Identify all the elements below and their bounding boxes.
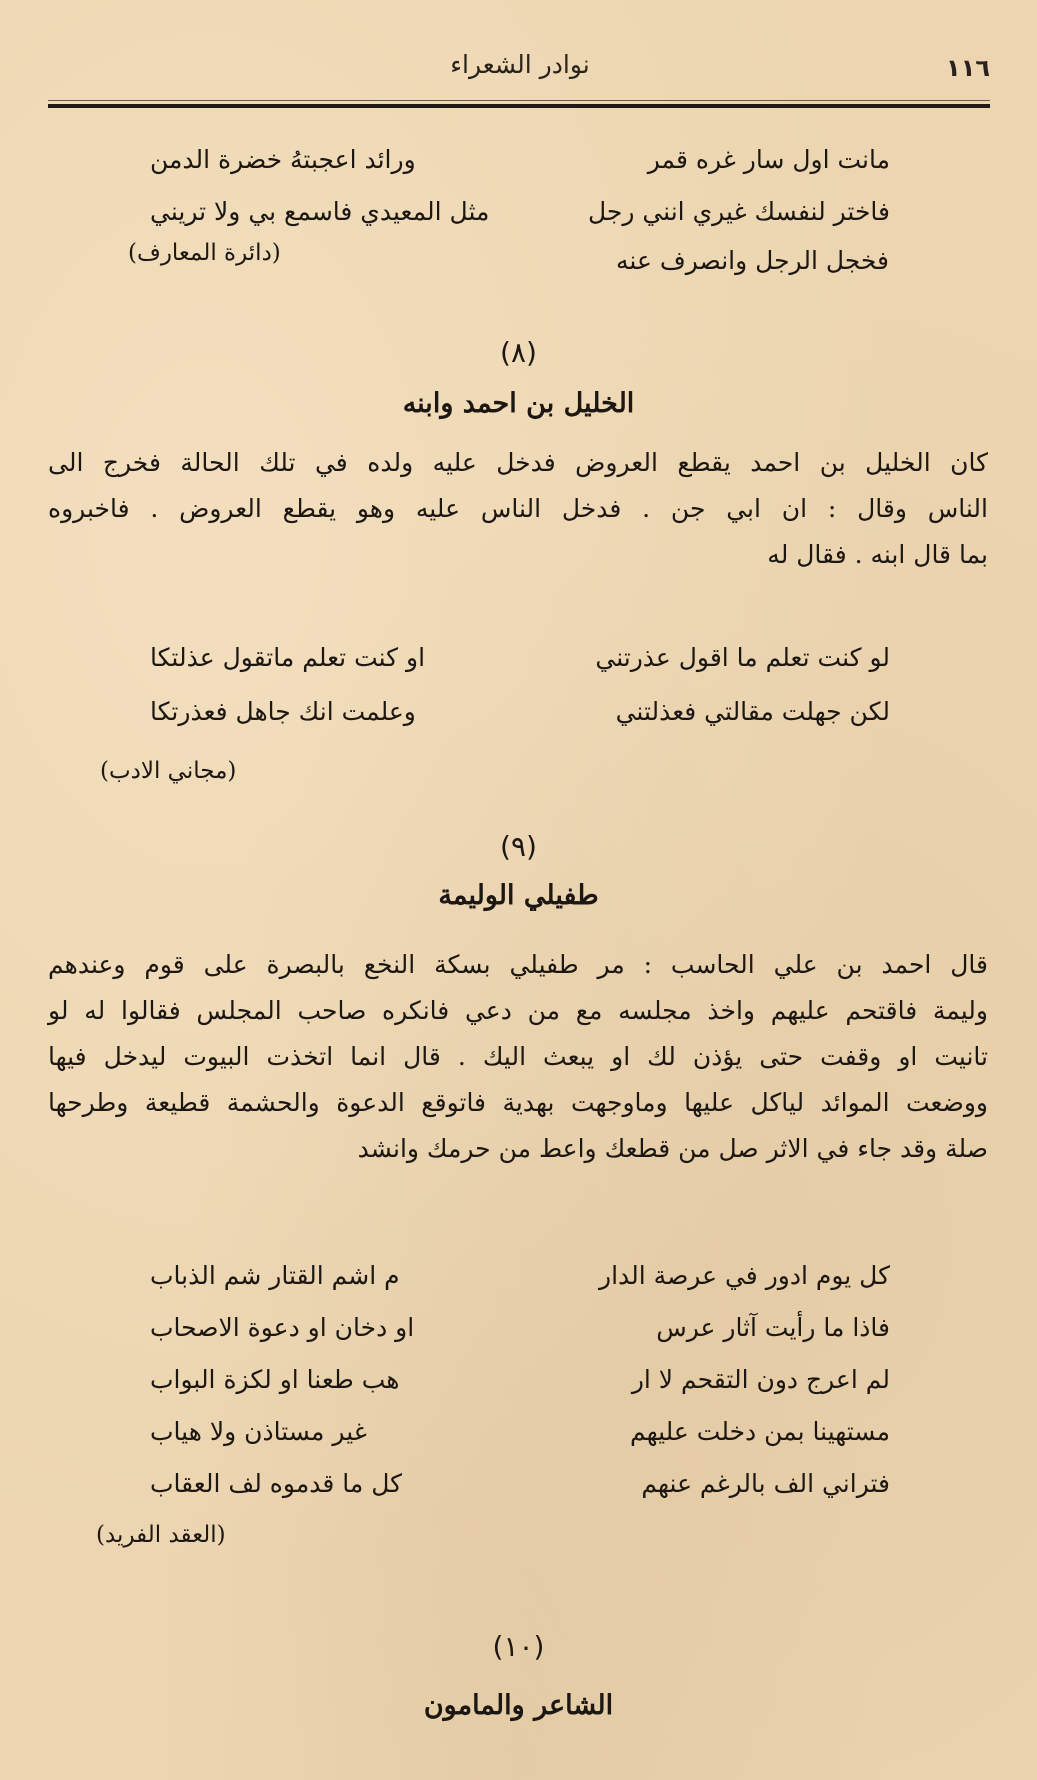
running-header bbox=[50, 50, 990, 90]
verse-hemistich: لو كنت تعلم ما اقول عذرتني bbox=[595, 643, 890, 672]
verse-line bbox=[150, 1412, 890, 1452]
prose-paragraph bbox=[48, 440, 988, 578]
verse-line bbox=[150, 1360, 890, 1400]
verse-line bbox=[150, 638, 890, 678]
verse-line bbox=[150, 192, 890, 232]
prose-paragraph bbox=[48, 942, 988, 1172]
verse-hemistich: م اشم القتار شم الذباب bbox=[150, 1261, 400, 1290]
verse-line bbox=[150, 140, 890, 180]
section-number: (٩) bbox=[500, 830, 537, 863]
section-title: الشاعر والمامون bbox=[423, 1690, 614, 1721]
verse-hemistich: لكن جهلت مقالتي فعذلتني bbox=[615, 697, 890, 726]
verse-hemistich: وعلمت انك جاهل فعذرتكا bbox=[150, 697, 416, 726]
prose-line: كان الخليل بن احمد يقطع العروض فدخل عليه ولده في تلك الحالة فخرج الى bbox=[48, 448, 988, 477]
verse-line bbox=[150, 1308, 890, 1348]
section-number: (١٠) bbox=[492, 1630, 545, 1663]
verse-hemistich: فاختر لنفسك غيري انني رجل bbox=[587, 197, 890, 226]
section-number: (٨) bbox=[500, 336, 537, 369]
prose-line: ووضعت الموائد لياكل عليها وماوجهت بهدية فاتوقع الدعوة والحشمة قطيعة وطرحها bbox=[48, 1088, 988, 1117]
verse-hemistich: كل يوم ادور في عرصة الدار bbox=[599, 1261, 890, 1290]
verse-line bbox=[150, 1256, 890, 1296]
verse-hemistich: غير مستاذن ولا هياب bbox=[150, 1417, 367, 1446]
prose-line: قال احمد بن علي الحاسب : مر طفيلي بسكة النخع بالبصرة على قوم وعندهم bbox=[48, 950, 988, 979]
section-title: طفيلي الوليمة bbox=[438, 880, 599, 911]
section-title: الخليل بن احمد وابنه bbox=[402, 388, 635, 419]
source-citation: (دائرة المعارف) bbox=[128, 240, 281, 266]
prose-line: وليمة فاقتحم عليهم واخذ مجلسه مع من دعي فانكره صاحب المجلس فقالوا له لو bbox=[48, 996, 988, 1025]
verse-hemistich: مثل المعيدي فاسمع بي ولا تريني bbox=[150, 197, 490, 226]
closing-line: فخجل الرجل وانصرف عنه bbox=[616, 246, 889, 275]
running-title: نوادر الشعراء bbox=[450, 50, 590, 79]
prose-line: بما قال ابنه . فقال له bbox=[767, 540, 988, 569]
source-citation: (العقد الفريد) bbox=[96, 1522, 226, 1548]
verse-line bbox=[150, 1464, 890, 1504]
page-number: ١١٦ bbox=[946, 54, 990, 82]
source-citation: (مجاني الادب) bbox=[100, 758, 237, 784]
verse-hemistich: او كنت تعلم ماتقول عذلتكا bbox=[150, 643, 426, 672]
verse-hemistich: فاذا ما رأيت آثار عرس bbox=[656, 1313, 890, 1342]
prose-line: تانيت او وقفت حتى يؤذن لك او يبعث اليك . قال انما اتخذت البيوت ليدخل فيها bbox=[48, 1042, 988, 1071]
verse-hemistich: لم اعرج دون التقحم لا ار bbox=[631, 1365, 890, 1394]
prose-line: صلة وقد جاء في الاثر صل من قطعك واعط من حرمك وانشد bbox=[357, 1134, 988, 1163]
verse-hemistich: ورائد اعجبتهُ خضرة الدمن bbox=[150, 145, 416, 174]
verse-hemistich: فتراني الف بالرغم عنهم bbox=[641, 1469, 890, 1498]
verse-hemistich: هب طعنا او لكزة البواب bbox=[150, 1365, 400, 1394]
verse-hemistich: كل ما قدموه لف العقاب bbox=[150, 1469, 403, 1498]
header-rule bbox=[48, 100, 990, 108]
verse-hemistich: او دخان او دعوة الاصحاب bbox=[150, 1313, 415, 1342]
verse-line bbox=[150, 692, 890, 732]
prose-line: الناس وقال : ان ابي جن . فدخل الناس عليه وهو يقطع العروض . فاخبروه bbox=[48, 494, 988, 523]
verse-hemistich: مستهينا بمن دخلت عليهم bbox=[629, 1417, 890, 1446]
verse-hemistich: مانت اول سار غره قمر bbox=[647, 145, 890, 174]
